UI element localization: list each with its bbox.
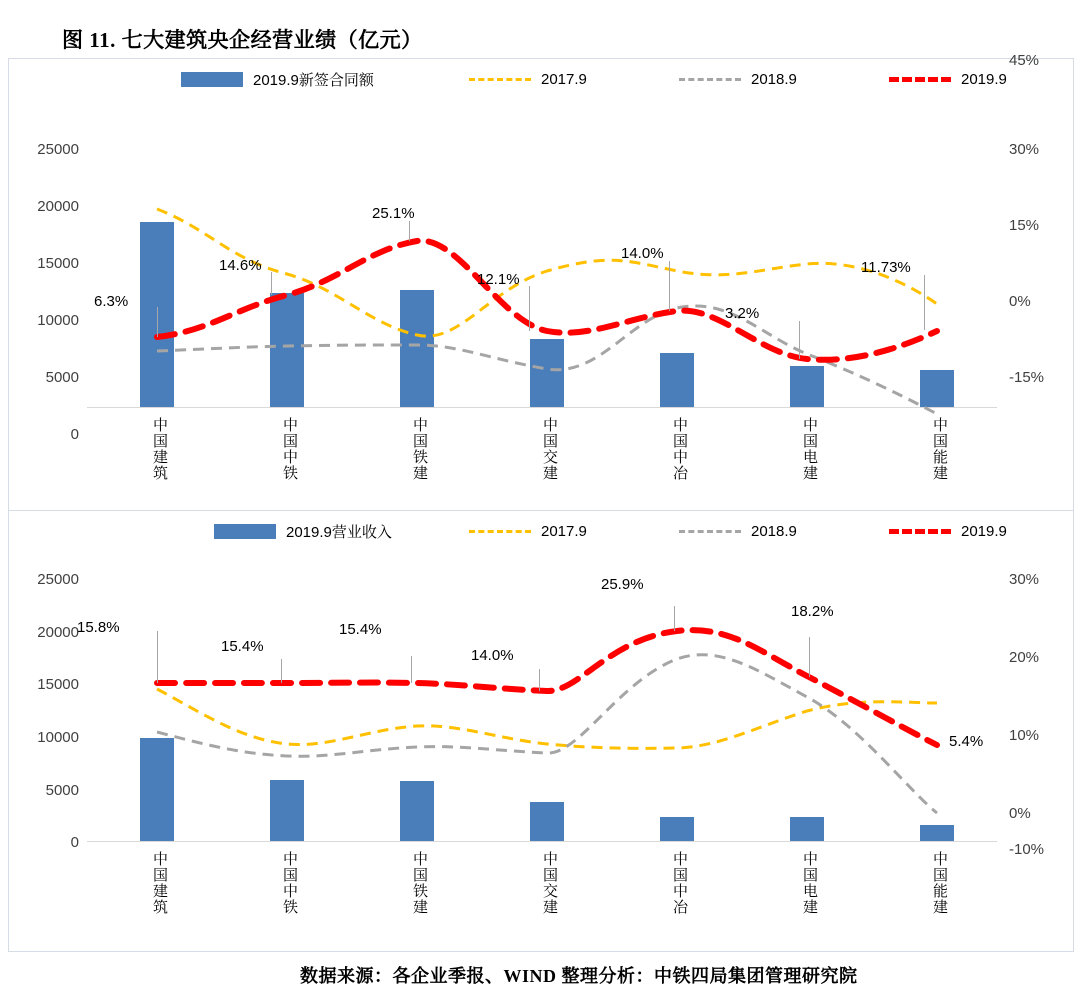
annotation-label: 14.6% xyxy=(219,257,262,274)
y-tick-label: 0 xyxy=(70,426,79,443)
y-tick-label: 20000 xyxy=(37,198,79,215)
leader-line xyxy=(157,631,158,683)
y-tick-label: 20000 xyxy=(37,624,79,641)
x-tick-label: 中国电建 xyxy=(801,417,818,481)
legend-label: 2018.9 xyxy=(751,522,797,540)
line-2019 xyxy=(157,241,937,360)
y2-tick-label: 45% xyxy=(1009,52,1040,69)
annotation-label: 25.9% xyxy=(601,576,644,593)
leader-line xyxy=(157,307,158,337)
y2-tick-label: 0% xyxy=(1009,293,1031,310)
y2-tick-label: -10% xyxy=(1009,841,1045,858)
leader-line xyxy=(799,321,800,359)
annotation-label: 15.8% xyxy=(77,619,120,636)
x-tick-label: 中国铁建 xyxy=(411,851,428,915)
legend-label: 2017.9 xyxy=(541,70,587,88)
annotation-label: 6.3% xyxy=(94,293,129,310)
source-note: 数据来源：各企业季报、WIND 整理分析：中铁四局集团管理研究院 xyxy=(300,966,858,986)
leader-line xyxy=(674,606,675,631)
annotation-label: 15.4% xyxy=(339,621,382,638)
annotation-label: 25.1% xyxy=(372,205,415,222)
x-tick-label: 中国电建 xyxy=(801,851,818,915)
x-tick-label: 中国中铁 xyxy=(281,417,298,481)
line-2019 xyxy=(157,630,937,745)
leader-line xyxy=(281,659,282,683)
line-2017 xyxy=(157,689,937,748)
leader-line xyxy=(539,669,540,691)
leader-line xyxy=(271,272,272,295)
y-tick-label: 5000 xyxy=(45,369,79,386)
y2-tick-label: 15% xyxy=(1009,217,1040,234)
leader-line xyxy=(411,656,412,683)
x-tick-label: 中国能建 xyxy=(931,851,948,915)
legend-label: 2018.9 xyxy=(751,70,797,88)
x-tick-label: 中国中冶 xyxy=(671,851,688,915)
annotation-label: 14.0% xyxy=(471,647,514,664)
x-tick-label: 中国建筑 xyxy=(151,417,168,481)
y2-tick-label: 30% xyxy=(1009,141,1040,158)
leader-line xyxy=(809,637,810,677)
line-2017 xyxy=(157,209,937,336)
x-tick-label: 中国交建 xyxy=(541,851,558,915)
y-tick-label: 5000 xyxy=(45,782,79,799)
y-tick-label: 15000 xyxy=(37,255,79,272)
leader-line xyxy=(409,221,410,241)
annotation-label: 18.2% xyxy=(791,603,834,620)
y2-tick-label: -15% xyxy=(1009,369,1045,386)
x-tick-label: 中国铁建 xyxy=(411,417,428,481)
y2-tick-label: 10% xyxy=(1009,727,1040,744)
legend-label: 2019.9新签合同额 xyxy=(253,71,374,89)
y-tick-label: 15000 xyxy=(37,676,79,693)
y-tick-label: 10000 xyxy=(37,729,79,746)
y-tick-label: 10000 xyxy=(37,312,79,329)
chart-panel-bottom xyxy=(8,510,1074,952)
annotation-label: 3.2% xyxy=(725,305,760,322)
x-tick-label: 中国能建 xyxy=(931,417,948,481)
y2-tick-label: 20% xyxy=(1009,649,1040,666)
x-tick-label: 中国中冶 xyxy=(671,417,688,481)
legend-label: 2019.9营业收入 xyxy=(286,523,392,541)
page-title: 图 11. 七大建筑央企经营业绩（亿元） xyxy=(62,28,423,52)
y-tick-label: 25000 xyxy=(37,141,79,158)
y2-tick-label: 0% xyxy=(1009,805,1031,822)
annotation-label: 5.4% xyxy=(949,733,984,750)
legend-label: 2017.9 xyxy=(541,522,587,540)
line-2018 xyxy=(157,655,937,813)
legend-label: 2019.9 xyxy=(961,522,1007,540)
annotation-label: 11.73% xyxy=(861,259,911,276)
annotation-label: 15.4% xyxy=(221,638,264,655)
chart-panel-top xyxy=(8,52,1074,512)
y2-tick-label: 30% xyxy=(1009,571,1040,588)
legend-label: 2019.9 xyxy=(961,70,1007,88)
x-tick-label: 中国中铁 xyxy=(281,851,298,915)
annotation-label: 12.1% xyxy=(477,271,520,288)
annotation-label: 14.0% xyxy=(621,245,664,262)
leader-line xyxy=(669,261,670,311)
y-tick-label: 0 xyxy=(70,834,79,851)
leader-line xyxy=(529,286,530,331)
x-tick-label: 中国交建 xyxy=(541,417,558,481)
y-tick-label: 25000 xyxy=(37,571,79,588)
x-tick-label: 中国建筑 xyxy=(151,851,168,915)
leader-line xyxy=(924,275,925,330)
